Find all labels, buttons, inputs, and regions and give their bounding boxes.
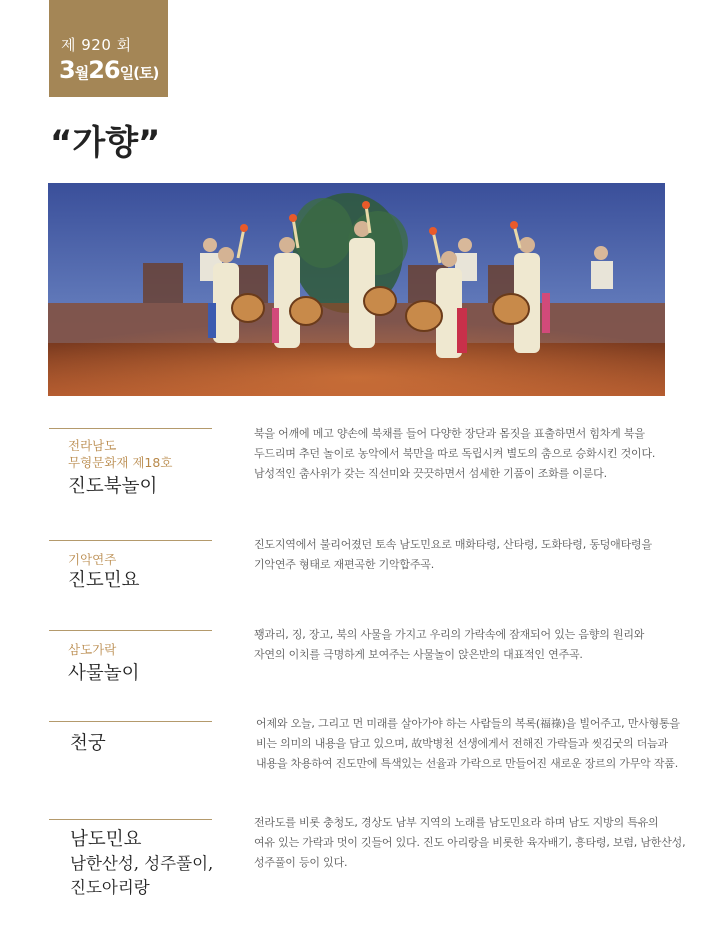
- section-description: 전라도를 비롯 충청도, 경상도 남부 지역의 노래를 남도민요라 하며 남도 지방의 특유의 여유 있는 가락과 멋이 깃들어 있다. 진도 아리랑을 비롯한 육자배기, 흥타령, 보렴, 남한산성, 성주풀이 등이 있다.: [254, 816, 686, 869]
- section-divider: [49, 428, 212, 429]
- section-title: 천궁: [70, 733, 106, 754]
- date-day: 26: [88, 56, 120, 84]
- section-title: 진도민요: [68, 570, 140, 591]
- section-title: 진도북놀이: [68, 476, 158, 497]
- section-category: 전라남도 무형문화재 제18호: [68, 438, 173, 470]
- page-title: “가향”: [50, 123, 161, 163]
- section-description: 어제와 오늘, 그리고 먼 미래를 살아가야 하는 사람들의 복록(福祿)을 빌어주고, 만사형통을 비는 의미의 내용을 담고 있으며, 故박병천 선생에게서 전해진 가락들과 씻김굿의 더늠과 내용을 차용하여 진도만에 특색있는 선율과 가락으로 만들어진 새로운 장르의 가무악 작품.: [256, 717, 680, 770]
- date-badge: [49, 0, 168, 97]
- section-title: 남도민요 남한산성, 성주풀이, 진도아리랑: [70, 829, 214, 897]
- section-divider: [49, 630, 212, 631]
- episode-number: 제 920 회: [61, 36, 132, 54]
- section-title: 사물놀이: [68, 663, 140, 684]
- performance-photo-icon: [48, 183, 665, 396]
- section-description: 진도지역에서 불리어졌던 토속 남도민요로 매화타령, 산타령, 도화타령, 동덩애타령을 기악연주 형태로 재편곡한 기악합주곡.: [254, 538, 652, 571]
- performance-photo: [48, 183, 665, 396]
- date-month-unit: 월: [74, 64, 89, 82]
- date-month: 3: [59, 56, 75, 84]
- section-divider: [49, 819, 212, 820]
- date-weekday: (토): [133, 64, 159, 82]
- section-divider: [49, 721, 212, 722]
- section-description: 꽹과리, 징, 장고, 북의 사물을 가지고 우리의 가락속에 잠재되어 있는 음향의 원리와 자연의 이치를 극명하게 보여주는 사물놀이 앉은반의 대표적인 연주곡.: [254, 628, 645, 661]
- section-category: 기악연주: [68, 552, 117, 567]
- date-day-unit: 일: [119, 64, 134, 82]
- performance-date: [59, 56, 158, 87]
- section-divider: [49, 540, 212, 541]
- section-category: 삼도가락: [68, 642, 117, 657]
- section-description: 북을 어깨에 메고 양손에 북채를 들어 다양한 장단과 몸짓을 표출하면서 힘차게 북을 두드리며 추던 놀이로 농악에서 북만을 따로 독립시켜 별도의 춤으로 승화시킨 것이다. 남성적인 춤사위가 갖는 직선미와 끗끗하면서 섬세한 기품이 조화를 이룬다.: [254, 427, 656, 480]
